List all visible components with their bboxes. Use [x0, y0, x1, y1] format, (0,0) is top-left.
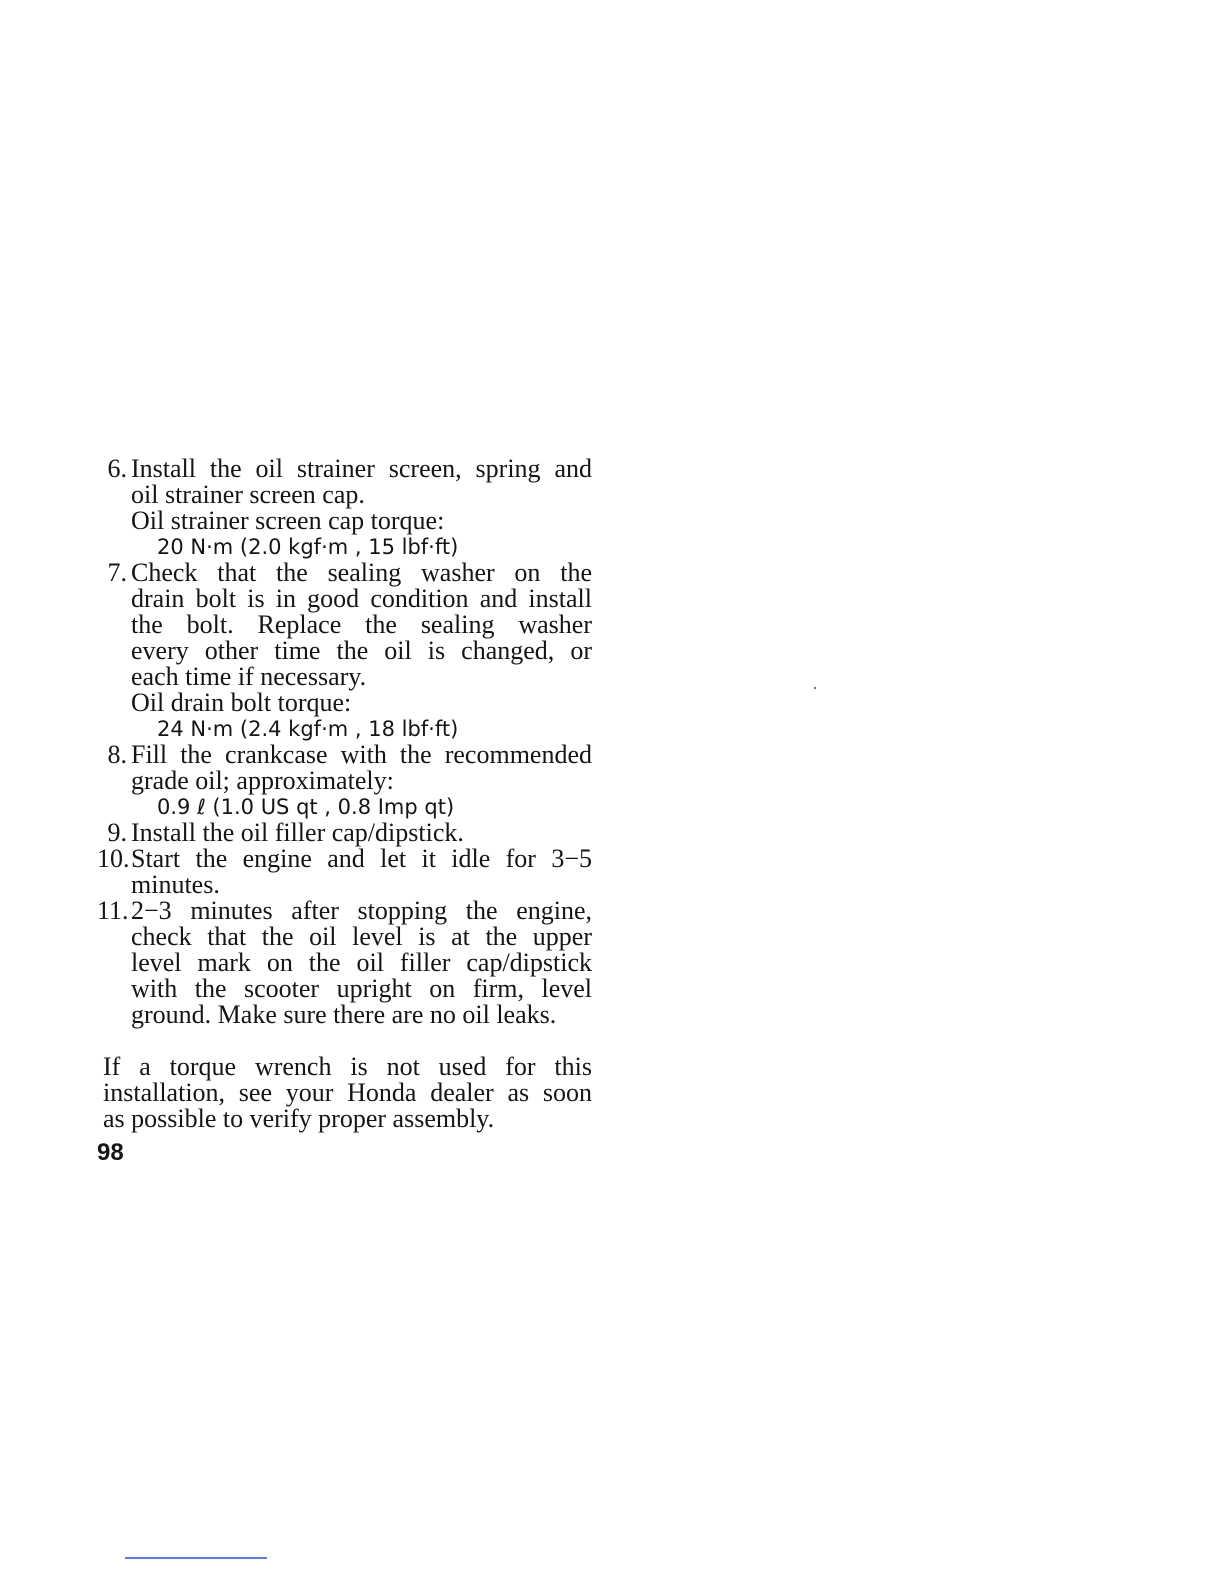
step-line: drain bolt is in good condition and install: [131, 584, 592, 613]
step-line: Check that the sealing washer on the: [131, 558, 592, 587]
torque-spec: 20 N·m (2.0 kgf·m , 15 lbf·ft): [157, 535, 459, 559]
step-line: with the scooter upright on firm, level: [131, 974, 592, 1003]
step-11: [97, 898, 592, 1028]
step-7: [97, 560, 592, 742]
torque-wrench-note: [97, 1054, 592, 1132]
torque-label: Oil strainer screen cap torque:: [131, 506, 445, 535]
step-line: Start the engine and let it idle for 3−5: [131, 844, 592, 873]
step-line: every other time the oil is changed, or: [131, 636, 592, 665]
page-number: 98: [97, 1139, 124, 1166]
step-9: [97, 820, 592, 846]
oil-capacity-spec: 0.9 ℓ (1.0 US qt , 0.8 Imp qt): [157, 795, 455, 819]
step-line: check that the oil level is at the upper: [131, 922, 592, 951]
step-8: [97, 742, 592, 820]
scan-speck: [814, 687, 816, 689]
torque-label: Oil drain bolt torque:: [131, 688, 352, 717]
step-line: the bolt. Replace the sealing washer: [131, 610, 592, 639]
step-line: Install the oil filler cap/dipstick.: [131, 818, 464, 847]
step-line: Fill the crankcase with the recommended: [131, 740, 592, 769]
step-line: ground. Make sure there are no oil leaks.: [131, 1000, 557, 1029]
step-line: oil strainer screen cap.: [131, 480, 365, 509]
torque-spec: 24 N·m (2.4 kgf·m , 18 lbf·ft): [157, 717, 459, 741]
step-10: [97, 846, 592, 898]
step-line: level mark on the oil filler cap/dipstick: [131, 948, 592, 977]
note-line: installation, see your Honda dealer as soon: [103, 1078, 592, 1107]
step-number: 7.: [107, 558, 127, 587]
step-line: minutes.: [131, 870, 220, 899]
step-line: each time if necessary.: [131, 662, 367, 691]
step-line: Install the oil strainer screen, spring and: [131, 454, 592, 483]
step-line: grade oil; approximately:: [131, 766, 394, 795]
step-number: 8.: [107, 740, 127, 769]
note-line: If a torque wrench is not used for this: [103, 1052, 592, 1081]
step-6: [97, 456, 592, 560]
step-number: 6.: [107, 454, 127, 483]
step-number: 10.: [97, 844, 130, 873]
bottom-rule: [125, 1557, 267, 1559]
note-line: as possible to verify proper assembly.: [103, 1104, 495, 1133]
step-number: 9.: [107, 818, 127, 847]
instruction-text: [97, 456, 592, 1132]
step-line: 2−3 minutes after stopping the engine,: [131, 896, 592, 925]
step-number: 11.: [97, 896, 129, 925]
